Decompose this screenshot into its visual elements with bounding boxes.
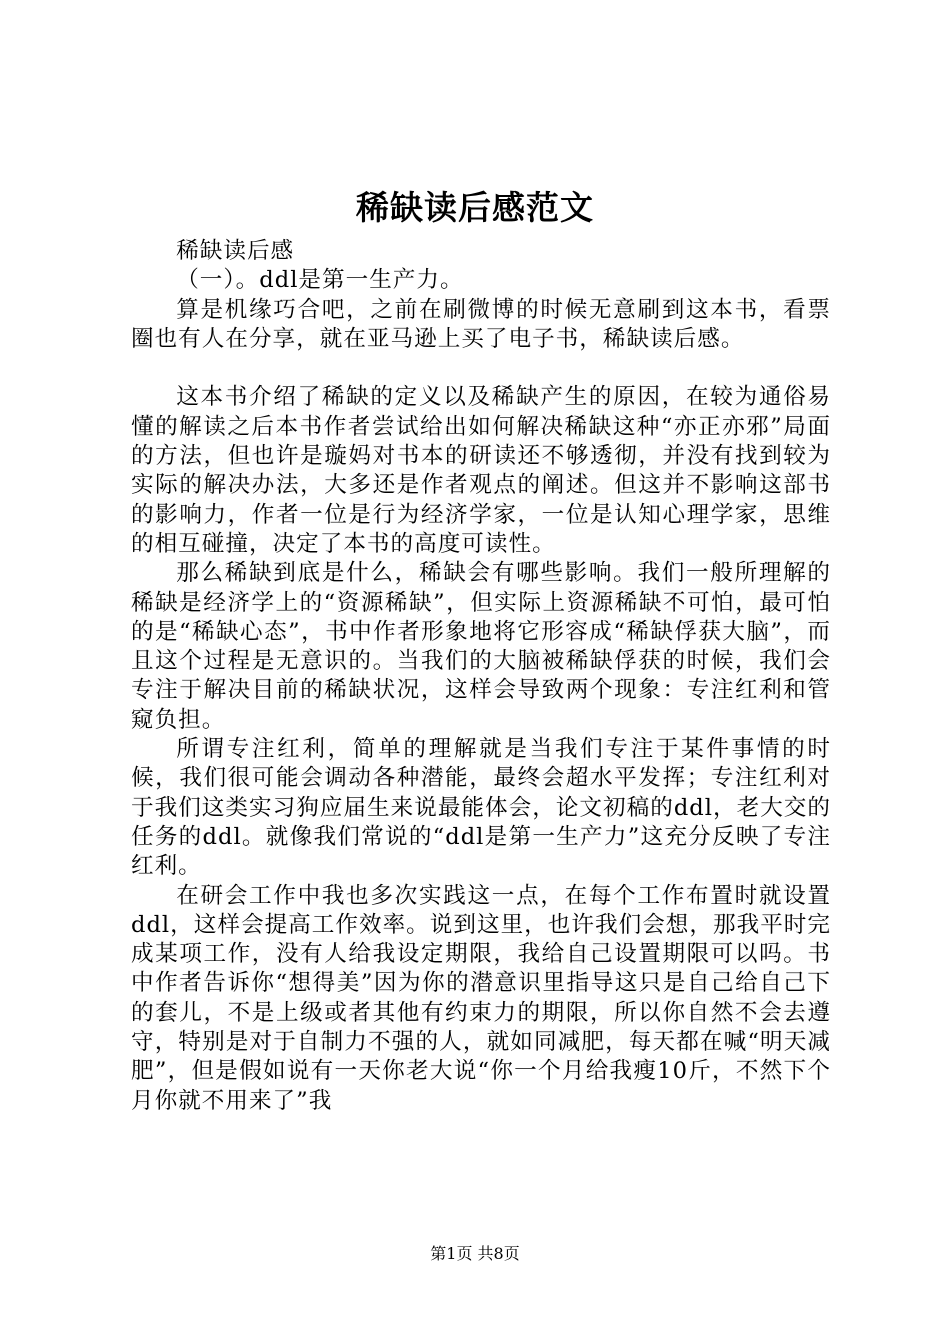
document-title: 稀缺读后感范文 — [356, 188, 594, 227]
paragraph-focus-dividend: 所谓专注红利，简单的理解就是当我们专注于某件事情的时候，我们很可能会调动各种潜能，最终会超水平发挥；专注红利对于我们这类实习狗应届生来说最能体会，论文初稿的ddl，老大交的任务的ddl。就像我们常说的“ddl是第一生产力”这充分反映了专注红利。 — [131, 736, 831, 880]
paragraph-section-heading: （一）。ddl是第一生产力。 — [176, 267, 464, 294]
document-body — [131, 237, 831, 1116]
paragraph-book-summary: 这本书介绍了稀缺的定义以及稀缺产生的原因，在较为通俗易懂的解读之后本书作者尝试给出如何解决稀缺这种“亦正亦邪”局面的方法，但也许是璇妈对书本的研读还不够透彻，并没有找到较为实际的解决办法，大多还是作者观点的阐述。但这并不影响这部书的影响力，作者一位是行为经济学家，一位是认知心理学家，思维的相互碰撞，决定了本书的高度可读性。 — [131, 384, 831, 557]
paragraph-practice: 在研会工作中我也多次实践这一点，在每个工作布置时就设置ddl，这样会提高工作效率。说到这里，也许我们会想，那我平时完成某项工作，没有人给我设定期限，我给自己设置期限可以吗。书中作者告诉你“想得美”因为你的潜意识里指导这只是自己给自己下的套儿，不是上级或者其他有约束力的期限，所以你自然不会去遵守，特别是对于自制力不强的人，就如同减肥，每天都在喊“明天减肥”，但是假如说有一天你老大说“你一个月给我瘦10斤，不然下个月你就不用来了”我 — [131, 882, 831, 1114]
paragraph-intro: 算是机缘巧合吧，之前在刷微博的时候无意刷到这本书，看票圈也有人在分享，就在亚马逊上买了电子书，稀缺读后感。 — [131, 296, 831, 352]
paragraph-scarcity-definition: 那么稀缺到底是什么，稀缺会有哪些影响。我们一般所理解的稀缺是经济学上的“资源稀缺”，但实际上资源稀缺不可怕，最可怕的是“稀缺心态”，书中作者形象地将它形容成“稀缺俘获大脑”，而且这个过程是无意识的。当我们的大脑被稀缺俘获的时候，我们会专注于解决目前的稀缺状况，这样会导致两个现象：专注红利和管窥负担。 — [131, 560, 831, 733]
page-footer: 第1页 共8页 — [430, 1244, 520, 1263]
paragraph-subtitle: 稀缺读后感 — [176, 238, 295, 264]
